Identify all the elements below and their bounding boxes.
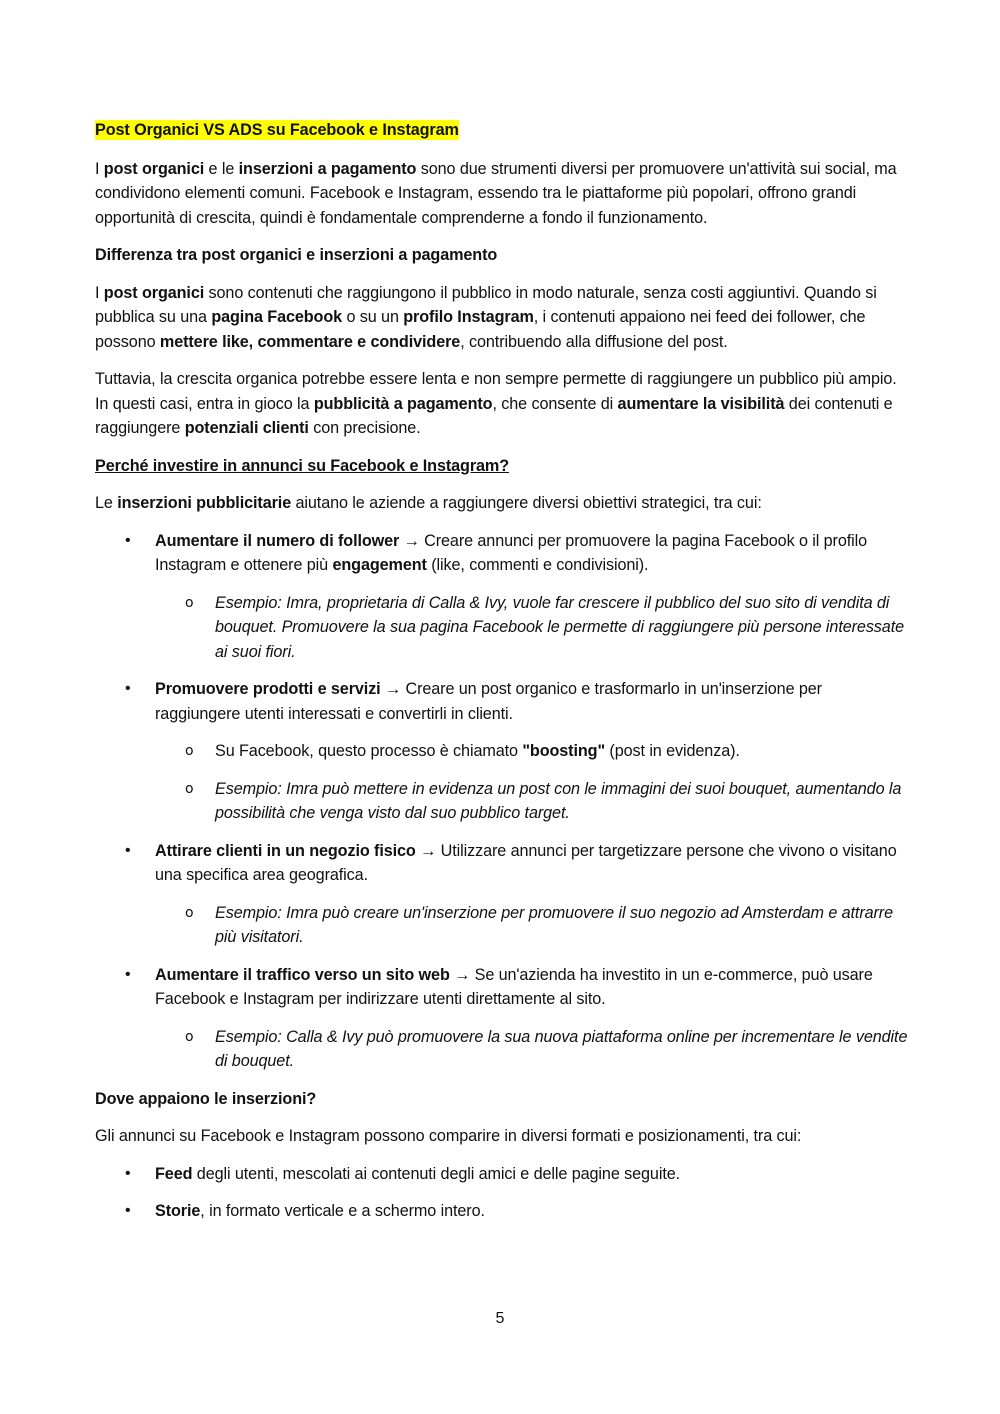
list-item xyxy=(95,1199,910,1224)
bullet-icon: • xyxy=(125,531,131,549)
sub-list-item xyxy=(155,739,910,764)
bullet-icon: • xyxy=(125,1164,131,1182)
text: , in formato verticale e a schermo intero. xyxy=(200,1202,485,1220)
bold-text: engagement xyxy=(332,556,427,574)
text: → Creare annunci per promuovere la pagina Facebook o il profilo Instagram e ottenere più xyxy=(155,531,868,574)
text: (like, commenti e condivisioni). xyxy=(426,556,649,574)
objectives-list xyxy=(95,529,910,1074)
page-number: 5 xyxy=(495,1310,505,1327)
bullet-icon: • xyxy=(125,841,131,859)
paragraph-post-organici xyxy=(95,281,910,355)
sub-list xyxy=(155,591,910,665)
bold-text: pubblicità a pagamento xyxy=(313,394,493,413)
placements-list xyxy=(95,1162,910,1224)
paragraph-formati: Gli annunci su Facebook e Instagram possono comparire in diversi formati e posizionamenti, tra cui: xyxy=(95,1127,802,1145)
text: → Se un'azienda ha investito in un e-commerce, può usare Facebook e Instagram per indirizzare utenti direttamente al sito. xyxy=(155,965,873,1008)
list-item xyxy=(95,839,910,950)
bold-text: pagina Facebook xyxy=(211,308,343,326)
bold-text: inserzioni a pagamento xyxy=(238,159,417,178)
text: aiutano le aziende a raggiungere diversi obiettivi strategici, tra cui: xyxy=(291,494,762,512)
list-item xyxy=(95,963,910,1074)
bold-text: Attirare clienti in un negozio fisico xyxy=(155,841,416,860)
section-heading-differenza: Differenza tra post organici e inserzioni a pagamento xyxy=(95,246,498,264)
circle-bullet-icon: o xyxy=(185,780,194,797)
sub-list-item xyxy=(155,1025,910,1074)
bold-text: Aumentare il traffico verso un sito web xyxy=(155,965,450,984)
bold-text: Feed xyxy=(155,1164,193,1183)
bold-text: Promuovere prodotti e servizi xyxy=(155,680,381,698)
bold-text: potenziali clienti xyxy=(184,419,309,437)
page-content xyxy=(95,118,910,1237)
sub-list-item xyxy=(155,777,910,826)
list-item xyxy=(95,529,910,665)
section-heading-perche: Perché investire in annunci su Facebook e Instagram? xyxy=(95,456,510,475)
paragraph-inserzioni-intro xyxy=(95,491,910,516)
document-title xyxy=(95,118,910,143)
text: I xyxy=(95,159,104,178)
text: sono due strumenti diversi per promuovere un'attività sui social, ma condividono elementi comuni. Facebook e Instagram, essendo tra le piattaforme più popolari, offrono grandi opportunità di crescita, quindi è fondamentale comprenderne a fondo il funzionamento. xyxy=(95,159,897,227)
bold-text: Aumentare il numero di follower xyxy=(155,531,400,550)
circle-bullet-icon: o xyxy=(185,743,194,759)
sub-list-item xyxy=(155,591,910,665)
bullet-icon: • xyxy=(125,680,131,697)
text: degli utenti, mescolati ai contenuti degli amici e delle pagine seguite. xyxy=(192,1164,681,1183)
list-item xyxy=(95,1162,910,1187)
text: dei contenuti e raggiungere xyxy=(95,394,893,437)
bullet-icon: • xyxy=(125,965,131,983)
circle-bullet-icon: o xyxy=(185,1028,194,1045)
text: , i contenuti appaiono nei feed dei follower, che possono xyxy=(95,308,866,351)
example-text: Esempio: Imra può mettere in evidenza un post con le immagini dei suoi bouquet, aumentando la possibilità che venga visto dal suo pubblico target. xyxy=(215,779,902,822)
sub-list xyxy=(155,901,910,950)
text: Le xyxy=(95,494,118,512)
sub-list xyxy=(155,739,910,826)
circle-bullet-icon: o xyxy=(185,904,194,921)
text: (post in evidenza). xyxy=(605,742,740,760)
section-heading-dove: Dove appaiono le inserzioni? xyxy=(95,1089,317,1108)
bold-text: aumentare la visibilità xyxy=(617,394,785,413)
text: o su un xyxy=(342,308,404,326)
intro-paragraph xyxy=(95,157,910,231)
bullet-icon: • xyxy=(125,1202,131,1219)
example-text: Esempio: Imra, proprietaria di Calla & Ivy, vuole far crescere il pubblico del suo sito di vendita di bouquet. Promuovere la sua pagina Facebook le permette di raggiungere più persone interessate ai suoi fiori. xyxy=(215,593,905,661)
text: con precisione. xyxy=(308,419,421,437)
text: , contribuendo alla diffusione del post. xyxy=(460,332,728,351)
bold-text: profilo Instagram xyxy=(403,308,534,326)
highlighted-title: Post Organici VS ADS su Facebook e Instagram xyxy=(95,121,459,139)
bold-text: inserzioni pubblicitarie xyxy=(117,494,292,512)
sub-list xyxy=(155,1025,910,1074)
example-text: Esempio: Calla & Ivy può promuovere la sua nuova piattaforma online per incrementare le vendite di bouquet. xyxy=(215,1027,908,1070)
bold-text: mettere like, commentare e condividere xyxy=(159,332,461,351)
text: I xyxy=(95,283,104,302)
circle-bullet-icon: o xyxy=(185,594,194,611)
text: → Utilizzare annunci per targetizzare persone che vivono o visitano una specifica area geografica. xyxy=(155,841,897,884)
text: e le xyxy=(204,159,239,178)
bold-text: "boosting" xyxy=(522,742,606,760)
paragraph-crescita-organica xyxy=(95,367,910,441)
sub-list-item xyxy=(155,901,910,950)
text: Su Facebook, questo processo è chiamato xyxy=(215,742,523,760)
bold-text: Storie xyxy=(155,1202,201,1220)
text: , che consente di xyxy=(492,394,618,413)
text: Tuttavia, la crescita organica potrebbe essere lenta e non sempre permette di raggiungere un pubblico più ampio. In questi casi, entra in gioco la xyxy=(95,370,897,413)
bold-text: post organici xyxy=(103,159,205,178)
text: sono contenuti che raggiungono il pubblico in modo naturale, senza costi aggiuntivi. Quando si pubblica su una xyxy=(95,283,877,326)
text: → Creare un post organico e trasformarlo in un'inserzione per raggiungere utenti interessati e convertirli in clienti. xyxy=(155,680,822,723)
bold-text: post organici xyxy=(103,283,205,302)
example-text: Esempio: Imra può creare un'inserzione per promuovere il suo negozio ad Amsterdam e attrarre più visitatori. xyxy=(215,903,893,946)
list-item xyxy=(95,677,910,826)
